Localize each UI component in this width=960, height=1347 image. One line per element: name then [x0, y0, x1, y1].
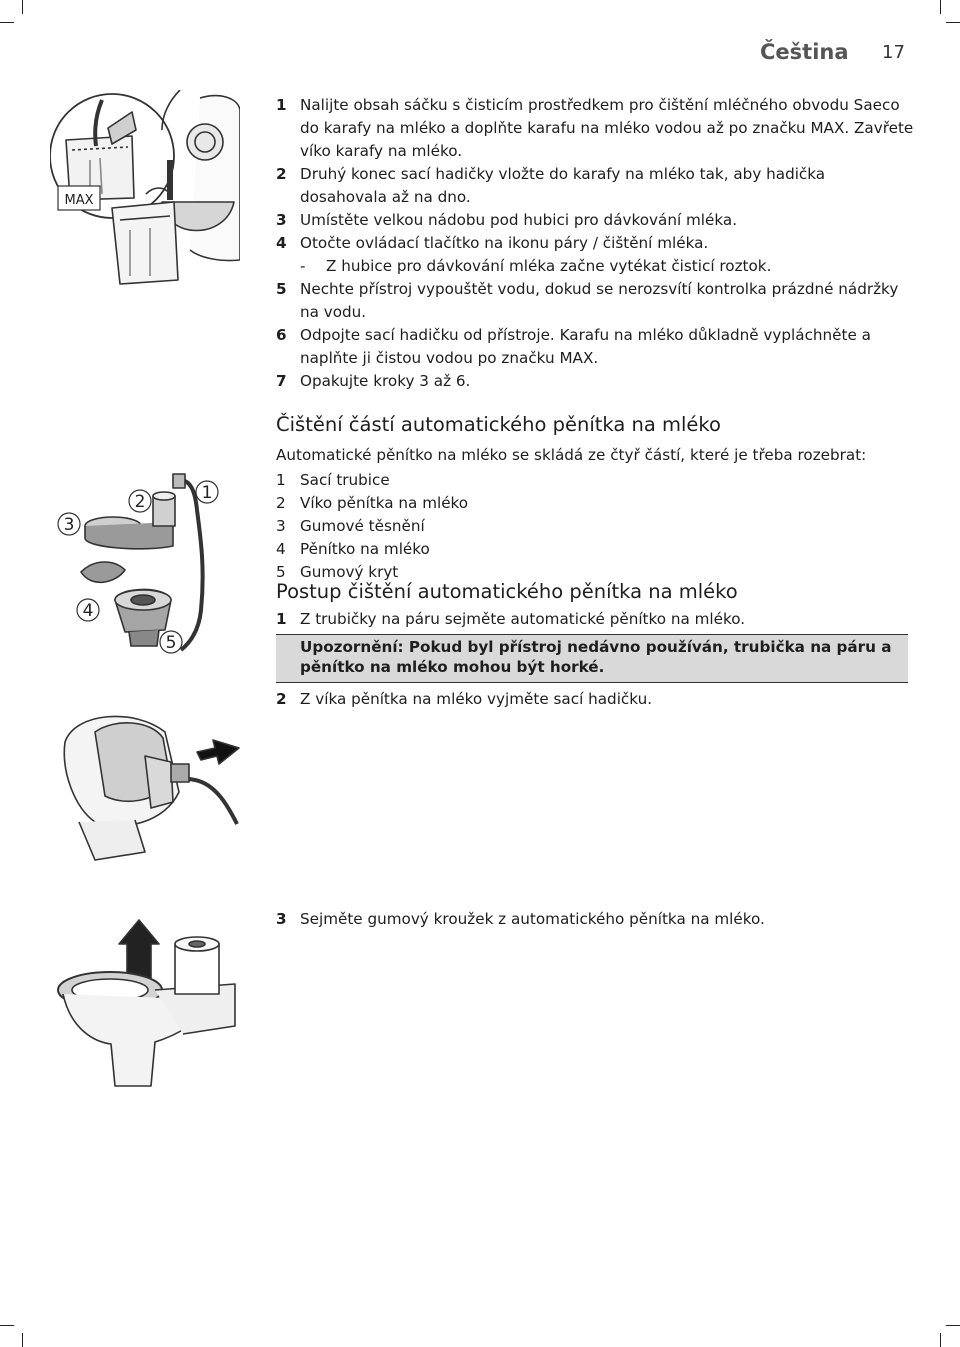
list-item: 4 Pěnítko na mléko	[276, 540, 430, 558]
procedure-steps	[276, 94, 916, 393]
crop-mark	[940, 0, 941, 14]
remove-ring-illustration	[55, 910, 245, 1090]
step-item: 4 Otočte ovládací tlačítko na ikonu páry / čištění mléka.	[276, 234, 709, 252]
callout-3: 3	[63, 515, 75, 535]
warning-text: Upozornění: Pokud byl přístroj nedávno používán, trubička na páru a pěnítko na mléko mohou být horké.	[300, 638, 892, 676]
callout-2: 2	[134, 492, 146, 512]
section-heading: Čištění částí automatického pěnítka na mléko	[276, 413, 721, 436]
step-item: 1 Nalijte obsah sáčku s čisticím prostředkem pro čištění mléčného obvodu Saeco do karafy na mléko a doplňte karafu na mléko vodou až po značku MAX. Zavřete víko karafy na mléko.	[276, 96, 914, 160]
warning-box	[276, 634, 908, 683]
step-item: 2 Druhý konec sací hadičky vložte do karafy na mléko tak, aby hadička dosahovala až na dno.	[276, 165, 826, 206]
sub-step: - Z hubice pro dávkování mléka začne vytékat čisticí roztok.	[300, 257, 772, 275]
section-language: Čeština	[760, 40, 849, 64]
page-number: 17	[882, 42, 905, 63]
step-item: 3 Sejměte gumový kroužek z automatického pěnítka na mléko.	[276, 910, 765, 928]
crop-mark	[0, 1325, 14, 1326]
step-item: 5 Nechte přístroj vypouštět vodu, dokud se nerozsvítí kontrolka prázdné nádržky na vodu.	[276, 280, 899, 321]
crop-mark	[22, 0, 23, 14]
procedure-section	[276, 579, 916, 631]
crop-mark	[946, 22, 960, 23]
remove-tube-illustration	[55, 712, 240, 882]
crop-mark	[22, 1333, 23, 1347]
callout-5: 5	[165, 633, 177, 653]
list-item: 5 Gumový kryt	[276, 563, 399, 581]
step-item: 6 Odpojte sací hadičku od přístroje. Karafu na mléko důkladně vypláchněte a naplňte ji čistou vodou po značku MAX.	[276, 326, 871, 367]
list-item: 1 Sací trubice	[276, 471, 390, 489]
step-item: 2 Z víka pěnítka na mléko vyjměte sací hadičku.	[276, 690, 653, 708]
step-item: 7 Opakujte kroky 3 až 6.	[276, 372, 471, 390]
list-item: 2 Víko pěnítka na mléko	[276, 494, 469, 512]
carafe-machine-illustration	[50, 90, 240, 290]
crop-mark	[940, 1333, 941, 1347]
callout-4: 4	[82, 601, 94, 621]
list-item: 3 Gumové těsnění	[276, 517, 425, 535]
frother-parts-illustration	[55, 460, 235, 660]
max-label: MAX	[64, 193, 94, 208]
parts-list	[276, 469, 916, 584]
crop-mark	[946, 1325, 960, 1326]
section-intro: Automatické pěnítko na mléko se skládá ze čtyř částí, které je třeba rozebrat:	[276, 446, 867, 464]
step-item: 1 Z trubičky na páru sejměte automatické pěnítko na mléko.	[276, 610, 746, 628]
callout-1: 1	[201, 483, 213, 503]
parts-section	[276, 412, 916, 584]
section-heading: Postup čištění automatického pěnítka na mléko	[276, 580, 738, 603]
step-item: 3 Umístěte velkou nádobu pod hubici pro dávkování mléka.	[276, 211, 738, 229]
crop-mark	[0, 22, 14, 23]
